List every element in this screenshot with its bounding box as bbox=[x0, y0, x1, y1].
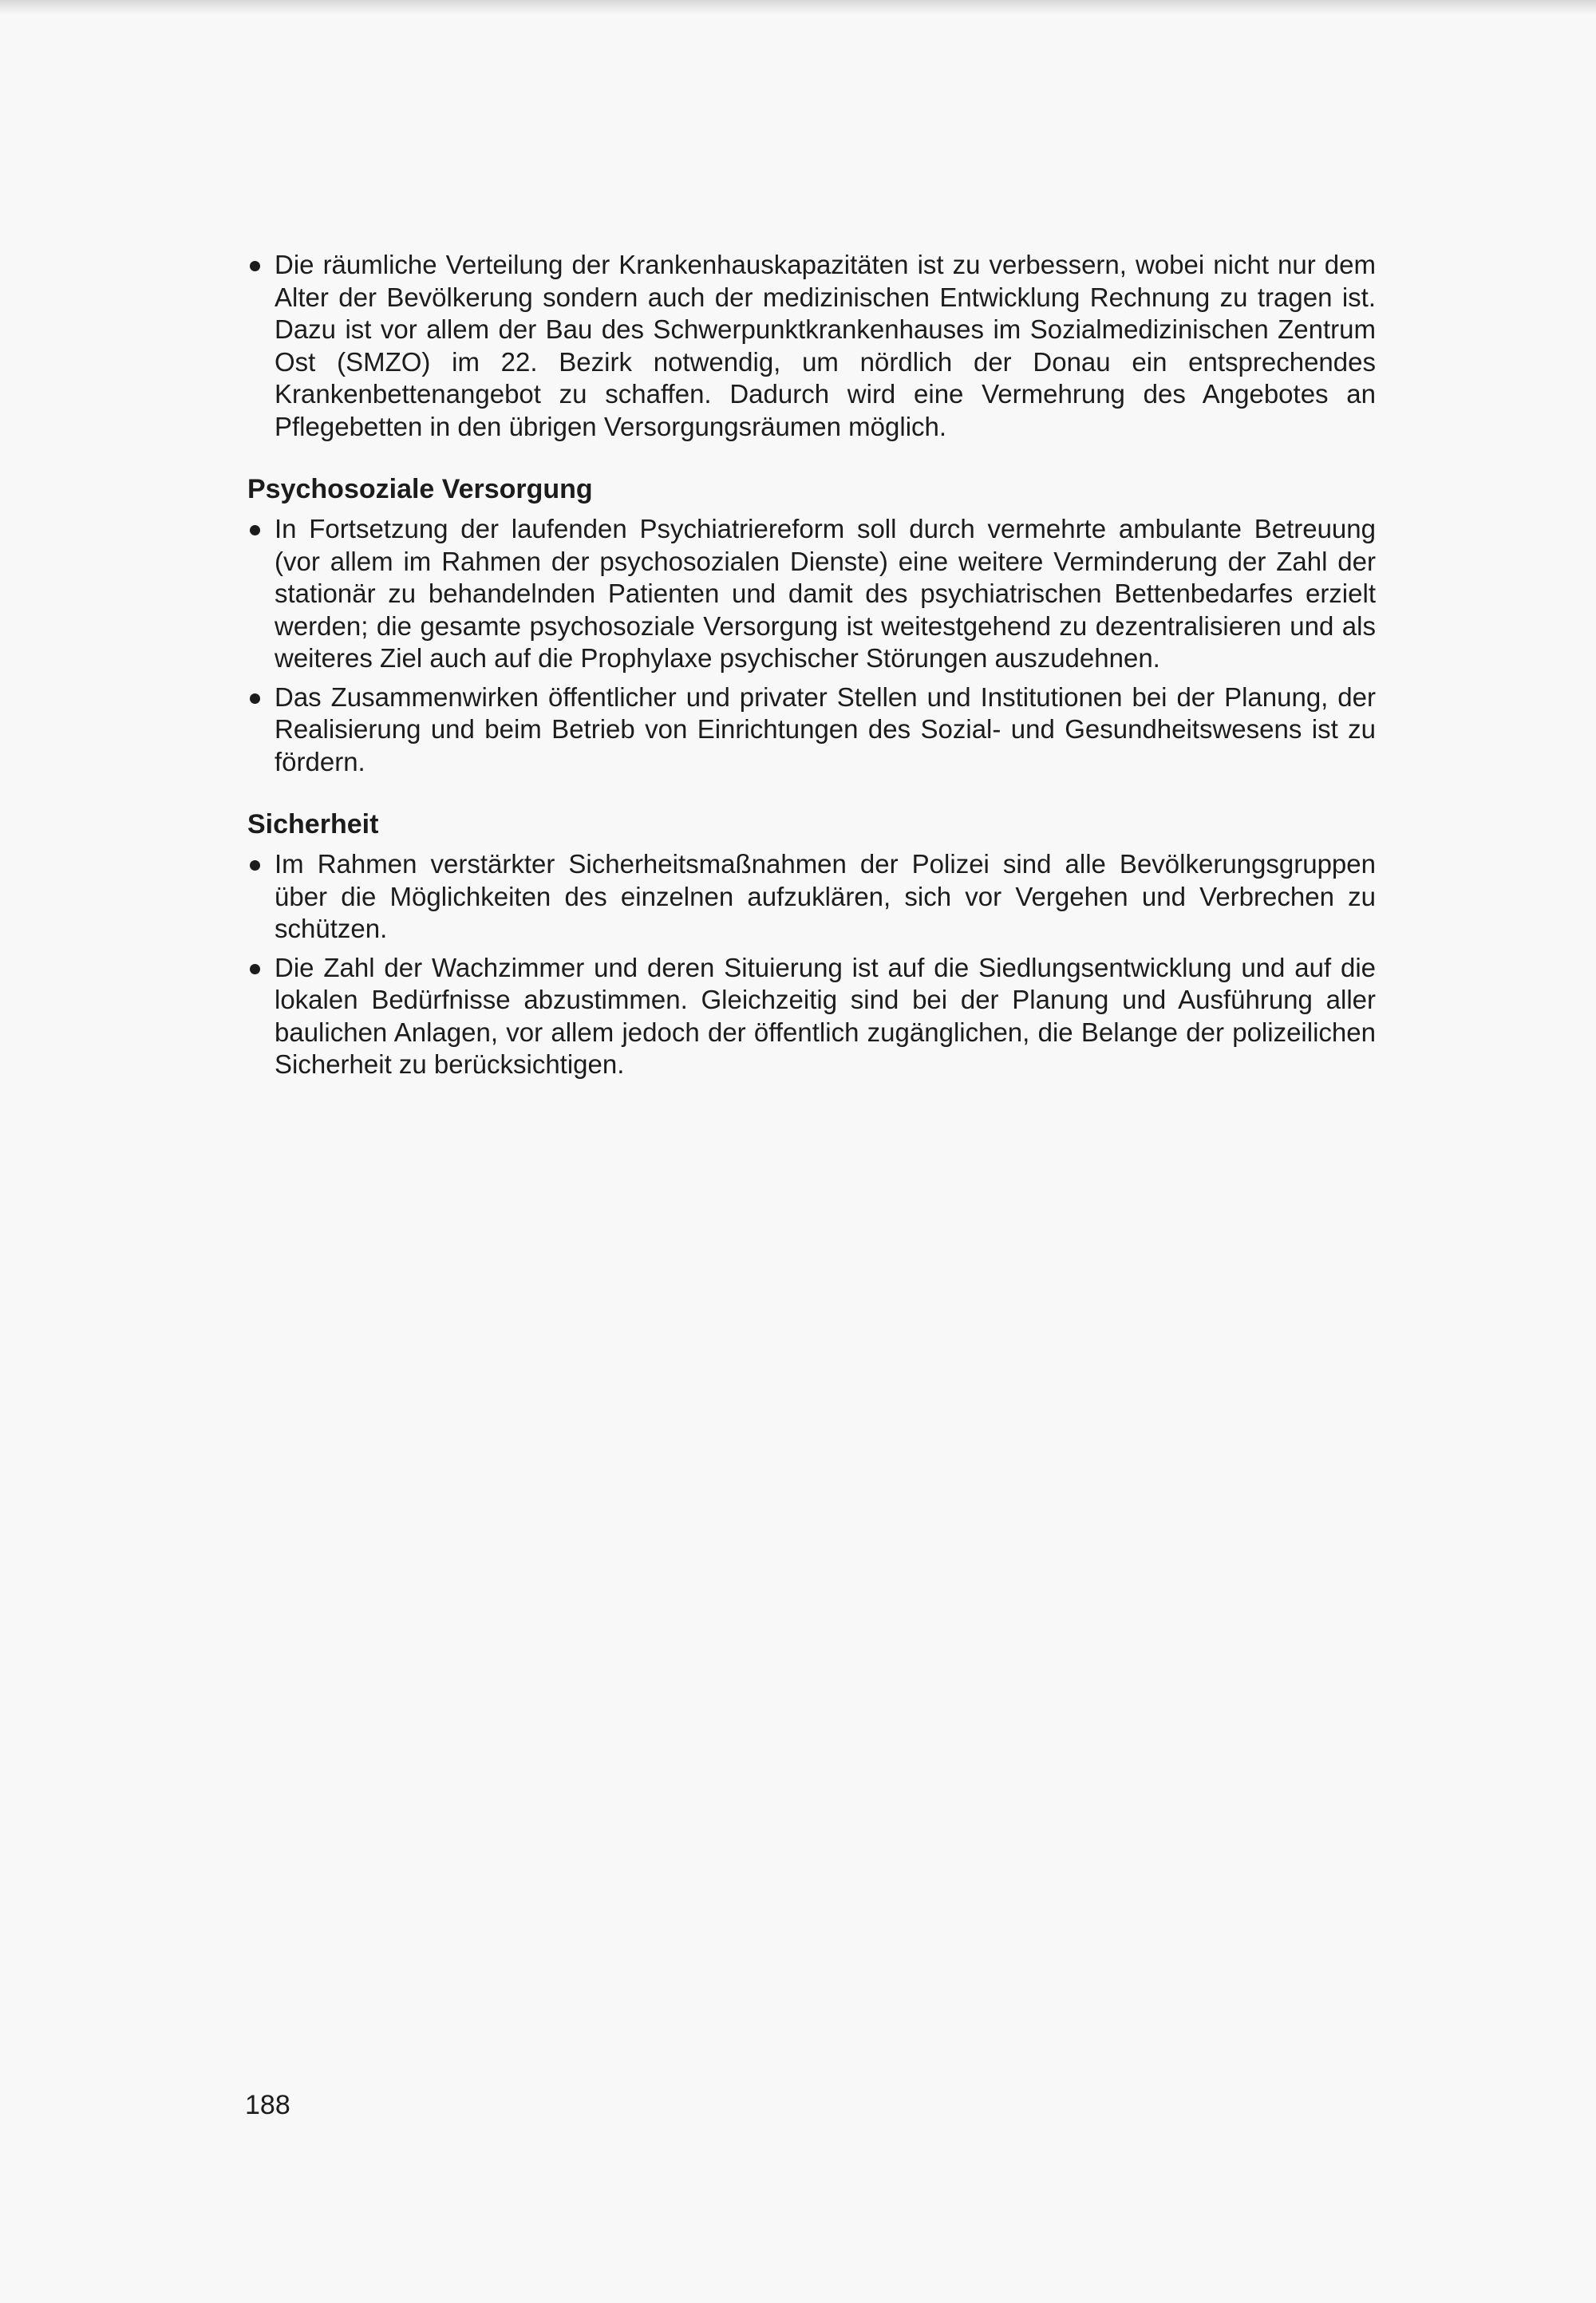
sicherheit-list bbox=[247, 848, 1376, 1081]
list-item bbox=[247, 952, 1376, 1081]
bullet-icon bbox=[250, 964, 260, 974]
list-item-text: Die räumliche Verteilung der Krankenhauskapazitäten ist zu verbessern, wobei nicht nur dem Alter der Bevölkerung sondern auch der medizinischen Entwicklung Rechnung zu tragen ist. Dazu ist vor allem der Bau des Schwerpunktkrankenhauses im Sozialmedizinischen Zentrum Ost (SMZO) im 22. Bezirk notwendig, um nördlich der Donau ein entsprechendes Krankenbettenangebot zu schaffen. Dadurch wird eine Vermehrung des Angebotes an Pflegebetten in den übrigen Versorgungsräumen möglich. bbox=[275, 250, 1376, 441]
document-body bbox=[247, 249, 1376, 1088]
scan-top-edge bbox=[0, 0, 1596, 14]
list-item-text: Das Zusammenwirken öffentlicher und privater Stellen und Institutionen bei der Planung, der Realisierung und beim Betrieb von Einrichtungen des Sozial- und Gesundheitswesens ist zu fördern. bbox=[275, 681, 1376, 776]
list-item-text: Im Rahmen verstärkter Sicherheitsmaßnahmen der Polizei sind alle Bevölkerungsgruppen über die Möglichkeiten des einzelnen aufzuklären, sich vor Vergehen und Verbrechen zu schützen. bbox=[275, 849, 1376, 943]
section-heading-sicherheit: Sicherheit bbox=[247, 809, 379, 839]
page-number: 188 bbox=[245, 2090, 290, 2120]
list-item bbox=[247, 513, 1376, 675]
bullet-icon bbox=[250, 261, 260, 271]
bullet-icon bbox=[250, 525, 260, 535]
psychosoziale-list bbox=[247, 513, 1376, 778]
list-item-text: Die Zahl der Wachzimmer und deren Situierung ist auf die Siedlungsentwicklung und auf die lokalen Bedürfnisse abzustimmen. Gleichzeitig sind bei der Planung und Ausführung aller baulichen Anlagen, vor allem jedoch der öffentlich zugänglichen, die Belange der polizeilichen Sicherheit zu berücksichtigen. bbox=[275, 952, 1376, 1079]
bullet-icon bbox=[250, 860, 260, 871]
bullet-icon bbox=[250, 693, 260, 704]
list-item bbox=[247, 249, 1376, 443]
section-heading-psychosoziale-versorgung: Psychosoziale Versorgung bbox=[247, 474, 593, 504]
list-item bbox=[247, 681, 1376, 779]
intro-list bbox=[247, 249, 1376, 443]
list-item-text: In Fortsetzung der laufenden Psychiatriereform soll durch vermehrte ambulante Betreuung (vor allem im Rahmen der psychosozialen Dienste) eine weitere Verminderung der Zahl der stationär zu behandelnden Patienten und damit des psychiatrischen Bettenbedarfes erzielt werden; die gesamte psychosoziale Versorgung ist weitestgehend zu dezentralisieren und als weiteres Ziel auch auf die Prophylaxe psychischer Störungen auszudehnen. bbox=[275, 514, 1376, 673]
list-item bbox=[247, 848, 1376, 946]
